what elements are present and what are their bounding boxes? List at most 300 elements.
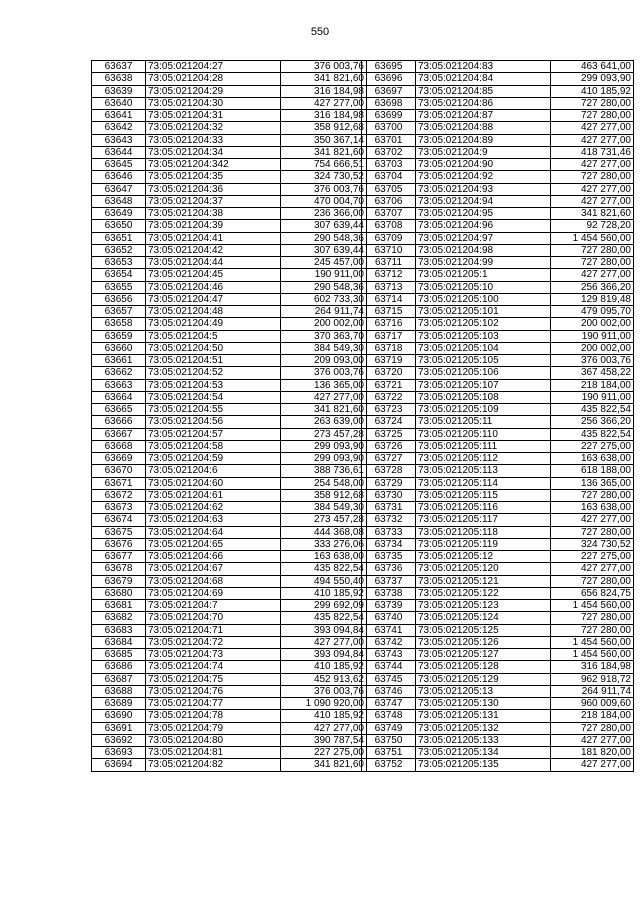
cadastral-value: 290 548,36 — [281, 281, 367, 293]
cadastral-value: 427 277,00 — [551, 159, 634, 171]
cadastral-value: 602 733,30 — [281, 293, 367, 305]
table-row — [362, 514, 634, 526]
row-number: 63693 — [92, 747, 146, 759]
row-number: 63688 — [92, 685, 146, 697]
cadastral-value: 190 911,00 — [551, 391, 634, 403]
cadastral-number: 73:05:021204:88 — [416, 122, 551, 134]
cadastral-value: 427 277,00 — [551, 759, 634, 771]
cadastral-value: 245 457,00 — [281, 257, 367, 269]
row-number: 63652 — [92, 244, 146, 256]
cadastral-number: 73:05:021205:110 — [416, 428, 551, 440]
row-number: 63668 — [92, 440, 146, 452]
cadastral-value: 273 457,28 — [281, 514, 367, 526]
row-number: 63705 — [362, 183, 416, 195]
cadastral-value: 324 730,52 — [551, 538, 634, 550]
cadastral-number: 73:05:021205:104 — [416, 342, 551, 354]
row-number: 63716 — [362, 318, 416, 330]
table-row — [362, 734, 634, 746]
cadastral-number: 73:05:021204:98 — [416, 244, 551, 256]
cadastral-number: 73:05:021204:42 — [146, 244, 281, 256]
table-row — [92, 587, 367, 599]
cadastral-number: 73:05:021204:57 — [146, 428, 281, 440]
cadastral-number: 73:05:021204:50 — [146, 342, 281, 354]
row-number: 63687 — [92, 673, 146, 685]
row-number: 63718 — [362, 342, 416, 354]
row-number: 63673 — [92, 502, 146, 514]
cadastral-value: 299 692,09 — [281, 600, 367, 612]
cadastral-number: 73:05:021204:64 — [146, 526, 281, 538]
right-registry-table — [361, 60, 634, 772]
cadastral-value: 376 003,76 — [551, 355, 634, 367]
row-number: 63645 — [92, 159, 146, 171]
cadastral-value: 390 787,54 — [281, 734, 367, 746]
cadastral-value: 263 639,00 — [281, 416, 367, 428]
cadastral-number: 73:05:021204:71 — [146, 624, 281, 636]
row-number: 63683 — [92, 624, 146, 636]
cadastral-value: 209 093,00 — [281, 355, 367, 367]
cadastral-value: 350 367,14 — [281, 134, 367, 146]
row-number: 63701 — [362, 134, 416, 146]
row-number: 63692 — [92, 734, 146, 746]
row-number: 63747 — [362, 698, 416, 710]
cadastral-value: 136 365,00 — [551, 477, 634, 489]
row-number: 63695 — [362, 61, 416, 73]
cadastral-value: 299 093,90 — [281, 453, 367, 465]
cadastral-value: 427 277,00 — [281, 97, 367, 109]
cadastral-number: 73:05:021204:7 — [146, 600, 281, 612]
table-row — [92, 489, 367, 501]
cadastral-number: 73:05:021204:97 — [416, 232, 551, 244]
cadastral-number: 73:05:021204:45 — [146, 269, 281, 281]
table-row — [92, 649, 367, 661]
table-row — [92, 257, 367, 269]
row-number: 63690 — [92, 710, 146, 722]
table-row — [362, 293, 634, 305]
row-number: 63725 — [362, 428, 416, 440]
table-row — [92, 612, 367, 624]
table-row — [92, 330, 367, 342]
cadastral-number: 73:05:021204:73 — [146, 649, 281, 661]
cadastral-number: 73:05:021205:116 — [416, 502, 551, 514]
cadastral-number: 73:05:021204:37 — [146, 195, 281, 207]
table-row — [92, 624, 367, 636]
cadastral-value: 388 736,61 — [281, 465, 367, 477]
cadastral-number: 73:05:021204:53 — [146, 379, 281, 391]
cadastral-value: 367 458,22 — [551, 367, 634, 379]
row-number: 63659 — [92, 330, 146, 342]
cadastral-number: 73:05:021205:133 — [416, 734, 551, 746]
cadastral-value: 452 913,62 — [281, 673, 367, 685]
row-number: 63647 — [92, 183, 146, 195]
row-number: 63752 — [362, 759, 416, 771]
cadastral-value: 1 454 560,00 — [551, 636, 634, 648]
cadastral-value: 299 093,90 — [281, 440, 367, 452]
cadastral-value: 341 821,60 — [281, 759, 367, 771]
table-row — [92, 575, 367, 587]
row-number: 63717 — [362, 330, 416, 342]
cadastral-value: 307 639,44 — [281, 220, 367, 232]
cadastral-number: 73:05:021204:47 — [146, 293, 281, 305]
cadastral-value: 479 095,70 — [551, 306, 634, 318]
table-row — [92, 146, 367, 158]
cadastral-number: 73:05:021204:46 — [146, 281, 281, 293]
row-number: 63685 — [92, 649, 146, 661]
cadastral-value: 727 280,00 — [551, 110, 634, 122]
row-number: 63677 — [92, 551, 146, 563]
table-row — [362, 318, 634, 330]
cadastral-number: 73:05:021205:118 — [416, 526, 551, 538]
cadastral-number: 73:05:021204:5 — [146, 330, 281, 342]
cadastral-value: 618 188,00 — [551, 465, 634, 477]
table-row — [92, 514, 367, 526]
cadastral-value: 341 821,60 — [281, 73, 367, 85]
row-number: 63727 — [362, 453, 416, 465]
cadastral-value: 435 822,54 — [551, 404, 634, 416]
table-row — [362, 526, 634, 538]
cadastral-value: 236 366,00 — [281, 208, 367, 220]
cadastral-number: 73:05:021205:105 — [416, 355, 551, 367]
table-row — [362, 306, 634, 318]
cadastral-value: 256 366,20 — [551, 281, 634, 293]
left-registry-table — [91, 60, 367, 772]
cadastral-number: 73:05:021204:94 — [416, 195, 551, 207]
row-number: 63720 — [362, 367, 416, 379]
cadastral-value: 754 666,51 — [281, 159, 367, 171]
row-number: 63733 — [362, 526, 416, 538]
table-row — [92, 122, 367, 134]
table-row — [362, 563, 634, 575]
row-number: 63749 — [362, 722, 416, 734]
cadastral-value: 358 912,68 — [281, 122, 367, 134]
row-number: 63654 — [92, 269, 146, 281]
cadastral-value: 410 185,92 — [551, 85, 634, 97]
cadastral-number: 73:05:021205:10 — [416, 281, 551, 293]
cadastral-value: 393 094,84 — [281, 624, 367, 636]
table-row — [362, 636, 634, 648]
row-number: 63748 — [362, 710, 416, 722]
row-number: 63703 — [362, 159, 416, 171]
table-row — [362, 673, 634, 685]
cadastral-number: 73:05:021205:109 — [416, 404, 551, 416]
cadastral-number: 73:05:021205:11 — [416, 416, 551, 428]
cadastral-number: 73:05:021204:92 — [416, 171, 551, 183]
cadastral-number: 73:05:021204:63 — [146, 514, 281, 526]
cadastral-value: 273 457,28 — [281, 428, 367, 440]
cadastral-value: 727 280,00 — [551, 526, 634, 538]
cadastral-value: 470 004,70 — [281, 195, 367, 207]
row-number: 63653 — [92, 257, 146, 269]
row-number: 63674 — [92, 514, 146, 526]
cadastral-number: 73:05:021205:114 — [416, 477, 551, 489]
cadastral-value: 254 548,00 — [281, 477, 367, 489]
table-row — [362, 367, 634, 379]
cadastral-value: 376 003,76 — [281, 367, 367, 379]
cadastral-number: 73:05:021205:123 — [416, 600, 551, 612]
table-row — [92, 600, 367, 612]
cadastral-number: 73:05:021204:95 — [416, 208, 551, 220]
table-row — [362, 379, 634, 391]
row-number: 63734 — [362, 538, 416, 550]
row-number: 63730 — [362, 489, 416, 501]
cadastral-number: 73:05:021205:106 — [416, 367, 551, 379]
row-number: 63669 — [92, 453, 146, 465]
table-row — [92, 404, 367, 416]
cadastral-value: 384 549,30 — [281, 502, 367, 514]
table-row — [362, 391, 634, 403]
row-number: 63656 — [92, 293, 146, 305]
table-row — [362, 453, 634, 465]
row-number: 63729 — [362, 477, 416, 489]
row-number: 63735 — [362, 551, 416, 563]
table-row — [92, 502, 367, 514]
table-row — [362, 97, 634, 109]
cadastral-number: 73:05:021205:128 — [416, 661, 551, 673]
cadastral-value: 427 277,00 — [551, 183, 634, 195]
row-number: 63702 — [362, 146, 416, 158]
cadastral-number: 73:05:021204:39 — [146, 220, 281, 232]
cadastral-number: 73:05:021204:60 — [146, 477, 281, 489]
table-row — [92, 134, 367, 146]
cadastral-value: 727 280,00 — [551, 612, 634, 624]
table-row — [92, 281, 367, 293]
table-row — [362, 244, 634, 256]
table-row — [92, 428, 367, 440]
table-row — [92, 440, 367, 452]
cadastral-value: 163 638,00 — [551, 453, 634, 465]
row-number: 63740 — [362, 612, 416, 624]
cadastral-number: 73:05:021204:69 — [146, 587, 281, 599]
table-row — [92, 293, 367, 305]
cadastral-number: 73:05:021204:58 — [146, 440, 281, 452]
cadastral-value: 256 366,20 — [551, 416, 634, 428]
table-row — [362, 759, 634, 771]
table-row — [92, 710, 367, 722]
cadastral-value: 1 090 920,00 — [281, 698, 367, 710]
row-number: 63694 — [92, 759, 146, 771]
table-row — [92, 379, 367, 391]
row-number: 63711 — [362, 257, 416, 269]
row-number: 63712 — [362, 269, 416, 281]
table-row — [362, 465, 634, 477]
cadastral-value: 227 275,00 — [281, 747, 367, 759]
table-row — [362, 208, 634, 220]
table-row — [362, 122, 634, 134]
table-row — [92, 269, 367, 281]
row-number: 63700 — [362, 122, 416, 134]
cadastral-value: 727 280,00 — [551, 575, 634, 587]
cadastral-value: 410 185,92 — [281, 587, 367, 599]
table-row — [92, 734, 367, 746]
cadastral-value: 418 731,46 — [551, 146, 634, 158]
table-row — [362, 269, 634, 281]
row-number: 63644 — [92, 146, 146, 158]
cadastral-number: 73:05:021204:54 — [146, 391, 281, 403]
cadastral-value: 727 280,00 — [551, 171, 634, 183]
cadastral-number: 73:05:021204:28 — [146, 73, 281, 85]
row-number: 63709 — [362, 232, 416, 244]
cadastral-value: 376 003,76 — [281, 183, 367, 195]
cadastral-value: 376 003,76 — [281, 61, 367, 73]
cadastral-value: 333 276,06 — [281, 538, 367, 550]
cadastral-value: 727 280,00 — [551, 97, 634, 109]
cadastral-number: 73:05:021205:115 — [416, 489, 551, 501]
table-row — [92, 195, 367, 207]
cadastral-value: 341 821,60 — [551, 208, 634, 220]
cadastral-value: 299 093,90 — [551, 73, 634, 85]
cadastral-number: 73:05:021204:35 — [146, 171, 281, 183]
table-row — [92, 367, 367, 379]
row-number: 63680 — [92, 587, 146, 599]
cadastral-value: 290 548,36 — [281, 232, 367, 244]
table-row — [92, 673, 367, 685]
cadastral-number: 73:05:021204:62 — [146, 502, 281, 514]
cadastral-value: 435 822,54 — [281, 612, 367, 624]
cadastral-value: 427 277,00 — [551, 563, 634, 575]
cadastral-value: 129 819,48 — [551, 293, 634, 305]
cadastral-value: 962 918,72 — [551, 673, 634, 685]
row-number: 63658 — [92, 318, 146, 330]
table-row — [362, 624, 634, 636]
row-number: 63744 — [362, 661, 416, 673]
cadastral-value: 427 277,00 — [281, 636, 367, 648]
cadastral-number: 73:05:021204:77 — [146, 698, 281, 710]
cadastral-value: 727 280,00 — [551, 257, 634, 269]
table-row — [92, 208, 367, 220]
cadastral-number: 73:05:021204:30 — [146, 97, 281, 109]
cadastral-number: 73:05:021204:49 — [146, 318, 281, 330]
cadastral-number: 73:05:021204:48 — [146, 306, 281, 318]
cadastral-number: 73:05:021204:81 — [146, 747, 281, 759]
row-number: 63665 — [92, 404, 146, 416]
row-number: 63697 — [362, 85, 416, 97]
row-number: 63739 — [362, 600, 416, 612]
cadastral-number: 73:05:021205:124 — [416, 612, 551, 624]
row-number: 63672 — [92, 489, 146, 501]
row-number: 63648 — [92, 195, 146, 207]
cadastral-number: 73:05:021205:122 — [416, 587, 551, 599]
table-row — [92, 355, 367, 367]
cadastral-number: 73:05:021205:132 — [416, 722, 551, 734]
cadastral-value: 163 638,00 — [551, 502, 634, 514]
cadastral-value: 427 277,00 — [281, 722, 367, 734]
table-row — [92, 159, 367, 171]
row-number: 63713 — [362, 281, 416, 293]
cadastral-value: 316 184,98 — [281, 85, 367, 97]
cadastral-value: 227 275,00 — [551, 440, 634, 452]
cadastral-number: 73:05:021204:65 — [146, 538, 281, 550]
row-number: 63715 — [362, 306, 416, 318]
row-number: 63664 — [92, 391, 146, 403]
row-number: 63732 — [362, 514, 416, 526]
table-row — [362, 649, 634, 661]
cadastral-number: 73:05:021205:120 — [416, 563, 551, 575]
cadastral-number: 73:05:021205:1 — [416, 269, 551, 281]
row-number: 63743 — [362, 649, 416, 661]
cadastral-number: 73:05:021204:85 — [416, 85, 551, 97]
cadastral-value: 427 277,00 — [281, 391, 367, 403]
row-number: 63728 — [362, 465, 416, 477]
table-row — [92, 97, 367, 109]
row-number: 63651 — [92, 232, 146, 244]
cadastral-number: 73:05:021204:79 — [146, 722, 281, 734]
cadastral-value: 341 821,60 — [281, 404, 367, 416]
table-row — [92, 538, 367, 550]
table-row — [362, 722, 634, 734]
cadastral-value: 218 184,00 — [551, 710, 634, 722]
cadastral-number: 73:05:021204:90 — [416, 159, 551, 171]
row-number: 63678 — [92, 563, 146, 575]
table-row — [92, 526, 367, 538]
cadastral-value: 427 277,00 — [551, 269, 634, 281]
cadastral-value: 316 184,98 — [551, 661, 634, 673]
row-number: 63750 — [362, 734, 416, 746]
cadastral-number: 73:05:021205:130 — [416, 698, 551, 710]
table-row — [362, 612, 634, 624]
cadastral-value: 727 280,00 — [551, 722, 634, 734]
cadastral-number: 73:05:021204:72 — [146, 636, 281, 648]
cadastral-number: 73:05:021205:107 — [416, 379, 551, 391]
row-number: 63671 — [92, 477, 146, 489]
cadastral-number: 73:05:021205:127 — [416, 649, 551, 661]
cadastral-number: 73:05:021205:129 — [416, 673, 551, 685]
row-number: 63736 — [362, 563, 416, 575]
table-row — [362, 232, 634, 244]
row-number: 63637 — [92, 61, 146, 73]
cadastral-value: 435 822,54 — [281, 563, 367, 575]
cadastral-number: 73:05:021205:103 — [416, 330, 551, 342]
cadastral-number: 73:05:021204:55 — [146, 404, 281, 416]
cadastral-value: 727 280,00 — [551, 244, 634, 256]
cadastral-number: 73:05:021205:101 — [416, 306, 551, 318]
table-row — [92, 391, 367, 403]
row-number: 63722 — [362, 391, 416, 403]
row-number: 63698 — [362, 97, 416, 109]
cadastral-value: 435 822,54 — [551, 428, 634, 440]
row-number: 63660 — [92, 342, 146, 354]
cadastral-number: 73:05:021204:342 — [146, 159, 281, 171]
cadastral-number: 73:05:021204:66 — [146, 551, 281, 563]
cadastral-value: 727 280,00 — [551, 489, 634, 501]
cadastral-number: 73:05:021204:36 — [146, 183, 281, 195]
cadastral-number: 73:05:021205:111 — [416, 440, 551, 452]
table-row — [92, 318, 367, 330]
row-number: 63655 — [92, 281, 146, 293]
table-row — [362, 404, 634, 416]
cadastral-value: 727 280,00 — [551, 624, 634, 636]
table-row — [362, 416, 634, 428]
cadastral-value: 427 277,00 — [551, 195, 634, 207]
table-row — [362, 85, 634, 97]
cadastral-number: 73:05:021204:82 — [146, 759, 281, 771]
table-row — [92, 244, 367, 256]
cadastral-number: 73:05:021204:41 — [146, 232, 281, 244]
table-row — [362, 551, 634, 563]
table-row — [362, 710, 634, 722]
row-number: 63737 — [362, 575, 416, 587]
cadastral-number: 73:05:021204:33 — [146, 134, 281, 146]
cadastral-number: 73:05:021204:51 — [146, 355, 281, 367]
cadastral-number: 73:05:021204:87 — [416, 110, 551, 122]
row-number: 63679 — [92, 575, 146, 587]
table-row — [362, 661, 634, 673]
page-number: 550 — [310, 26, 330, 38]
cadastral-number: 73:05:021204:70 — [146, 612, 281, 624]
table-row — [92, 416, 367, 428]
table-row — [362, 600, 634, 612]
cadastral-value: 358 912,68 — [281, 489, 367, 501]
table-row — [362, 281, 634, 293]
cadastral-number: 73:05:021205:119 — [416, 538, 551, 550]
